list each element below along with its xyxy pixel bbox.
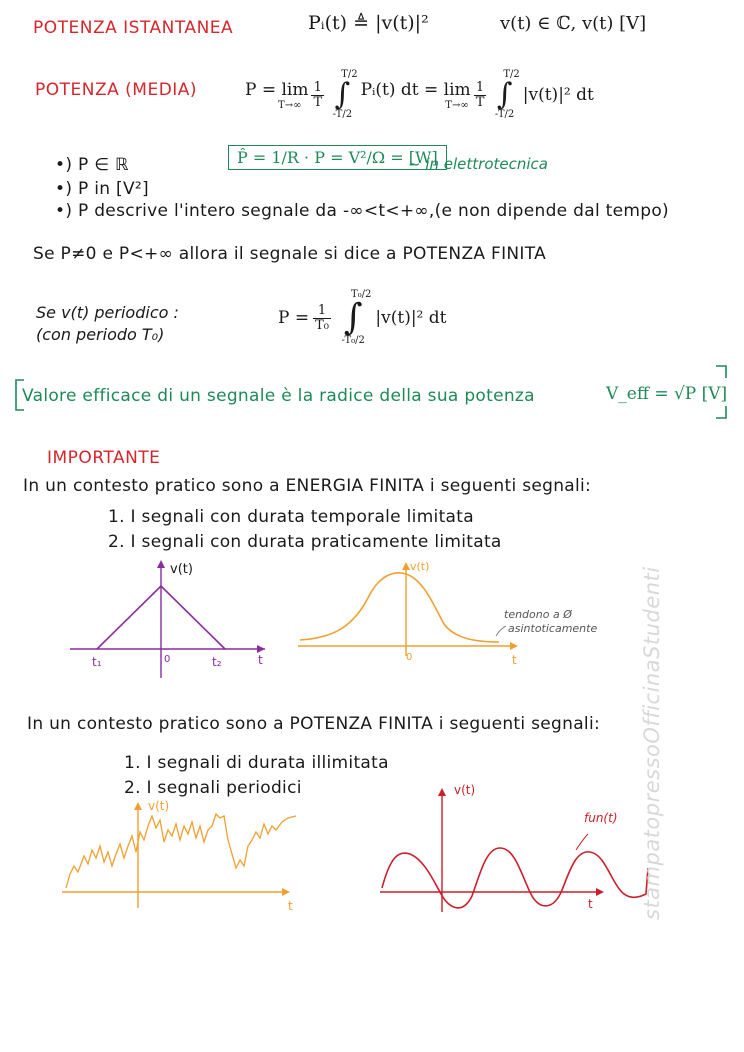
g4-t-label: t [588,897,593,911]
lim-subscript-2: T→∞ [445,99,469,111]
g1-t-label: t [258,653,263,667]
property-units: •) P in [V²] [55,179,149,199]
g4-fn-pointer [576,834,588,850]
instant-power-formula: Pᵢ(t) ≜ |v(t)|² [308,12,429,34]
avg-lhs-text: P = lim [245,79,309,100]
g3-t-label: t [288,899,293,913]
int-upper-2: T/2 [503,69,520,80]
graph-bell-signal [294,556,634,676]
power-item-2: 2. I segnali periodici [124,778,302,798]
property-real: •) P ∈ ℝ [55,155,129,175]
periodic-power-formula [278,278,447,358]
electrotechnics-note: ~ in elettrotecnica [408,155,548,173]
power-item-1: 1. I segnali di durata illimitata [124,753,389,773]
integral-1: T/2 ∫ -T/2 [332,69,358,120]
property-whole-signal: •) P descrive l'intero segnale da -∞<t<+∞,(e non dipende dal tempo) [55,201,669,221]
int-lower-2: -T/2 [494,109,515,120]
avg-rhs-text: |v(t)|² dt [522,85,594,105]
boxed-power-formula: P̂ = 1/R · P = V²/Ω = [W] [228,145,447,170]
g4-fn-label: fun(t) [584,811,618,825]
g3-t-arrow [282,888,290,896]
frac-den-2: T [475,94,485,110]
g4-t-arrow [596,888,604,896]
g4-periodic-curve [382,848,648,908]
g2-t-label: t [512,653,517,667]
energy-item-2: 2. I segnali con durata praticamente limitata [108,532,502,552]
fraction-1-over-T0 [313,304,331,332]
graph-unlimited-signal [56,796,316,916]
g1-t2-label: t₂ [212,655,222,669]
g4-v-label: v(t) [454,783,476,797]
g1-zero-label: 0 [164,654,171,665]
periodic-lower: -T₀/2 [341,335,365,346]
periodic-condition: Se v(t) periodico : [36,303,179,322]
g2-bell-curve [300,573,499,642]
periodic-frac-den: T₀ [315,317,329,333]
avg-mid-text: Pᵢ(t) dt = lim [360,79,471,100]
periodic-upper: T₀/2 [350,289,372,300]
important-title: IMPORTANTE [47,448,161,468]
right-bracket [712,362,732,424]
graph-triangle-signal [60,556,280,686]
g1-t1-label: t₁ [92,655,102,669]
section-title-instant-power: POTENZA ISTANTANEA [33,18,234,38]
instant-power-domain: v(t) ∈ ℂ, v(t) [V] [500,13,647,34]
g2-note-line1: tendono a Ø [504,608,572,621]
g2-v-arrow [402,562,410,570]
periodic-lhs: P = [278,308,310,328]
lim-subscript-1: T→∞ [278,99,302,111]
frac-num-2: 1 [474,81,487,96]
finite-power-definition: Se P≠0 e P<+∞ allora il segnale si dice a POTENZA FINITA [33,244,547,264]
g2-note-line2: asintoticamente [508,622,598,635]
watermark: stampatopressoOfficinaStudenti [640,566,664,920]
int-lower-1: -T/2 [332,109,353,120]
integral-2: T/2 ∫ -T/2 [494,69,520,120]
g3-noisy-curve [66,814,296,888]
periodic-period: (con periodo T₀) [36,325,165,344]
g2-zero-label: 0 [406,652,413,663]
g1-v-arrow [157,560,165,568]
avg-mid [361,80,471,111]
energy-intro: In un contesto pratico sono a ENERGIA FINITA i seguenti segnali: [23,476,592,496]
avg-lhs [245,80,308,111]
periodic-frac-num: 1 [313,304,331,319]
power-intro: In un contesto pratico sono a POTENZA FINITA i seguenti segnali: [27,714,600,734]
frac-num: 1 [311,81,324,96]
fraction-1-over-T [311,81,324,109]
int-upper-1: T/2 [341,69,358,80]
g1-t-arrow [257,645,265,653]
periodic-integrand: |v(t)|² dt [375,308,447,328]
g4-v-arrow [438,788,446,796]
energy-item-1: 1. I segnali con durata temporale limitata [108,507,474,527]
effective-value-formula: V_eff = √P [V] [606,384,728,404]
fraction-2-over-T [474,81,487,109]
g2-t-arrow [510,642,518,650]
average-power-formula [245,60,594,130]
periodic-integral: T₀/2 ∫ -T₀/2 [341,289,372,346]
frac-den: T [313,94,323,110]
g3-v-arrow [134,802,142,810]
effective-value-text: Valore efficace di un segnale è la radice della sua potenza [22,386,535,406]
g2-v-label: v(t) [410,560,430,573]
g2-note-pointer [496,626,506,636]
section-title-average-power: POTENZA (MEDIA) [35,80,198,100]
g1-v-label: v(t) [170,562,193,577]
graph-periodic-signal [376,778,666,918]
g3-v-label: v(t) [148,799,170,813]
